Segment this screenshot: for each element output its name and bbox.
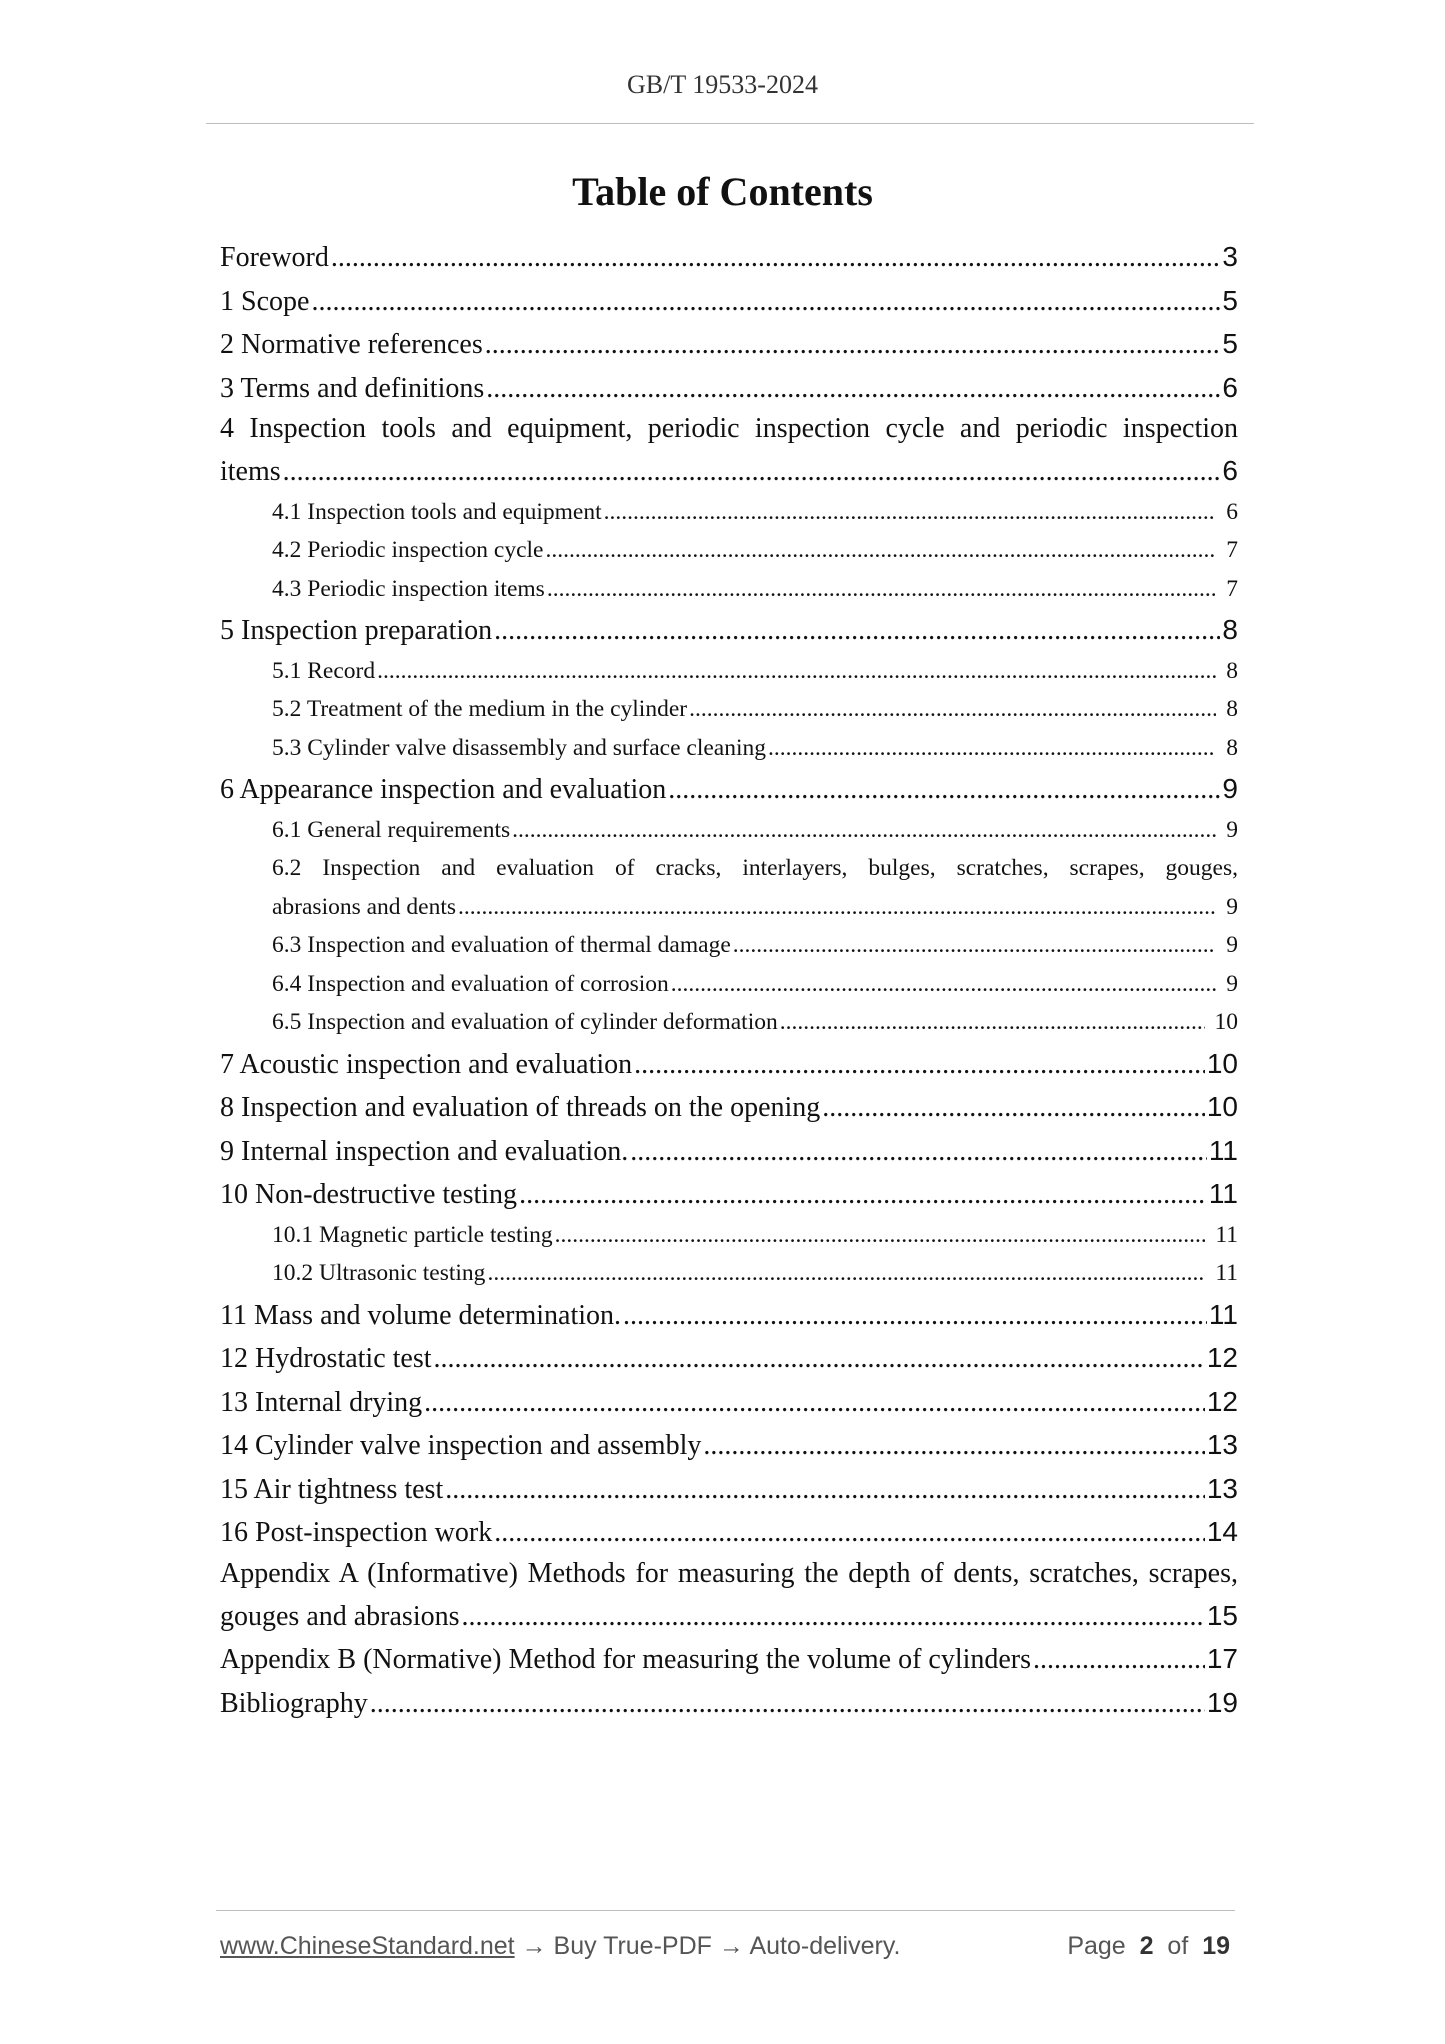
toc-entry[interactable]	[220, 1172, 1238, 1216]
dot-leader	[780, 1003, 1205, 1042]
dot-leader	[689, 690, 1216, 729]
toc-page-number: 17	[1206, 1643, 1238, 1674]
toc-entry-label: items	[220, 456, 281, 487]
page-indicator	[1067, 1932, 1230, 1961]
toc-entry-label: 5 Inspection preparation	[220, 615, 493, 646]
dot-leader	[485, 323, 1221, 367]
dot-leader	[494, 609, 1220, 653]
page-word: Page	[1067, 1932, 1126, 1960]
toc-entry[interactable]	[220, 366, 1238, 410]
dot-leader	[668, 768, 1220, 812]
toc-page-number: 9	[1222, 773, 1238, 804]
toc-entry[interactable]	[220, 1467, 1238, 1511]
header-divider	[206, 123, 1254, 124]
toc-entry[interactable]	[220, 729, 1238, 768]
toc-page-number: 9	[1226, 893, 1238, 920]
toc-entry[interactable]	[220, 926, 1238, 965]
current-page-number: 2	[1139, 1932, 1154, 1960]
dot-leader	[434, 1337, 1205, 1381]
dot-leader	[671, 965, 1216, 1004]
toc-entry[interactable]	[220, 531, 1238, 570]
of-word: of	[1167, 1932, 1189, 1960]
toc-page-number: 11	[1208, 1178, 1238, 1209]
toc-entry-label: 4.1 Inspection tools and equipment	[272, 498, 602, 525]
toc-page-number: 8	[1226, 696, 1238, 722]
toc-page-number: 10	[1206, 1047, 1238, 1079]
toc-entry[interactable]	[220, 1254, 1238, 1293]
toc-entry-label: 10 Non-destructive testing	[220, 1179, 518, 1210]
dot-leader	[822, 1086, 1205, 1130]
toc-page-number: 6	[1222, 371, 1238, 403]
toc-entry-label: 9 Internal inspection and evaluation.	[220, 1135, 629, 1167]
auto-delivery-text: Auto-delivery.	[749, 1932, 901, 1960]
toc-entry[interactable]	[220, 965, 1238, 1004]
toc-entry[interactable]	[220, 493, 1238, 532]
dot-leader	[377, 652, 1216, 691]
toc-page-number: 9	[1226, 816, 1238, 843]
toc-entry-label: 15 Air tightness test	[220, 1473, 444, 1505]
toc-entry-label: 13 Internal drying	[220, 1386, 423, 1418]
toc-entry[interactable]	[220, 1003, 1238, 1042]
toc-entry-label: 3 Terms and definitions	[220, 372, 485, 404]
toc-entry-label-line: Appendix A (Informative) Methods for measuring the depth of dents, scratches, scrapes,	[220, 1557, 1238, 1589]
dot-leader	[311, 280, 1220, 324]
table-of-contents	[220, 235, 1238, 1724]
toc-entry[interactable]	[220, 1681, 1238, 1725]
arrow-icon: →	[521, 1932, 547, 1960]
dot-leader	[458, 888, 1216, 927]
dot-leader	[283, 450, 1221, 494]
toc-entry-label: 2 Normative references	[220, 329, 483, 360]
dot-leader	[545, 531, 1216, 570]
dot-leader	[604, 493, 1217, 532]
toc-entry[interactable]	[220, 1380, 1238, 1424]
dot-leader	[462, 1595, 1205, 1639]
dot-leader	[370, 1682, 1205, 1726]
toc-page-number: 13	[1206, 1472, 1238, 1504]
toc-page-number: 10	[1206, 1091, 1238, 1122]
toc-entry-label: 6.1 General requirements	[272, 816, 511, 843]
toc-page-number: 3	[1222, 241, 1238, 272]
toc-entry-label: 12 Hydrostatic test	[220, 1343, 432, 1374]
dot-leader	[703, 1424, 1204, 1468]
toc-entry-label: 10.2 Ultrasonic testing	[272, 1260, 486, 1286]
toc-entry[interactable]	[220, 1510, 1238, 1554]
dot-leader	[331, 236, 1221, 280]
toc-page-number: 8	[1226, 734, 1238, 761]
toc-entry-label: 4.3 Periodic inspection items	[272, 575, 545, 602]
toc-entry-label: 1 Scope	[220, 285, 310, 317]
toc-entry-label: 5.1 Record	[272, 657, 376, 684]
toc-entry-label: Bibliography	[220, 1687, 368, 1719]
toc-entry-label: 6.3 Inspection and evaluation of thermal damage	[272, 932, 731, 958]
buy-true-pdf-text: Buy True-PDF	[553, 1932, 712, 1960]
toc-entry-label: 7 Acoustic inspection and evaluation	[220, 1048, 633, 1080]
toc-page-number: 11	[1215, 1260, 1238, 1286]
toc-entry-label: 6.4 Inspection and evaluation of corrosion	[272, 970, 669, 997]
toc-entry[interactable]	[220, 1085, 1238, 1129]
toc-page-number: 14	[1206, 1516, 1238, 1547]
toc-page-number: 13	[1206, 1429, 1238, 1460]
toc-entry-label: 5.2 Treatment of the medium in the cylinder	[272, 696, 688, 722]
toc-entry-label: abrasions and dents	[272, 893, 457, 920]
dot-leader	[623, 1294, 1207, 1338]
toc-page-number: 9	[1226, 970, 1238, 997]
toc-entry[interactable]	[220, 1637, 1238, 1681]
toc-entry[interactable]	[220, 570, 1238, 609]
toc-entry-label: Foreword	[220, 242, 329, 273]
toc-entry[interactable]	[220, 1042, 1238, 1086]
toc-entry[interactable]	[220, 279, 1238, 323]
page-title: Table of Contents	[572, 169, 873, 214]
toc-page-number: 12	[1206, 1342, 1238, 1373]
toc-page-number: 6	[1226, 498, 1238, 525]
dot-leader	[630, 1130, 1207, 1174]
toc-entry[interactable]	[220, 652, 1238, 691]
toc-page-number: 7	[1226, 575, 1238, 602]
toc-entry-label: 14 Cylinder valve inspection and assembly	[220, 1430, 702, 1461]
arrow-icon: →	[718, 1932, 744, 1960]
toc-page-number: 15	[1206, 1599, 1238, 1631]
toc-entry-label: gouges and abrasions	[220, 1600, 460, 1632]
website-link[interactable]: www.ChineseStandard.net	[220, 1932, 515, 1960]
footer-promo	[220, 1932, 900, 1961]
toc-page-number: 12	[1206, 1385, 1238, 1417]
toc-entry[interactable]	[220, 235, 1238, 279]
toc-entry-label: 10.1 Magnetic particle testing	[272, 1221, 553, 1248]
dot-leader	[519, 1173, 1207, 1217]
dot-leader	[634, 1043, 1205, 1087]
toc-page-number: 11	[1208, 1134, 1238, 1166]
toc-entry[interactable]	[220, 849, 1238, 926]
toc-entry-label: Appendix B (Normative) Method for measuring the volume of cylinders	[220, 1644, 1032, 1675]
toc-entry-label-line: 6.2 Inspection and evaluation of cracks, interlayers, bulges, scratches, scrapes, gouges,	[272, 855, 1238, 881]
toc-entry[interactable]	[220, 1129, 1238, 1173]
dot-leader	[1033, 1638, 1205, 1682]
document-code-header: GB/T 19533-2024	[627, 70, 818, 99]
toc-page-number: 9	[1226, 932, 1238, 958]
dot-leader	[733, 926, 1217, 965]
total-page-number: 19	[1202, 1932, 1230, 1960]
dot-leader	[555, 1216, 1206, 1255]
toc-entry-label: 4.2 Periodic inspection cycle	[272, 537, 544, 563]
page-footer	[220, 1932, 1230, 1968]
toc-entry-label: 5.3 Cylinder valve disassembly and surface cleaning	[272, 734, 767, 761]
dot-leader	[494, 1511, 1205, 1555]
toc-entry[interactable]	[220, 767, 1238, 811]
footer-divider	[216, 1910, 1235, 1911]
toc-entry-label: 6.5 Inspection and evaluation of cylinder deformation	[272, 1009, 778, 1035]
toc-page-number: 8	[1226, 657, 1238, 684]
toc-entry[interactable]	[220, 1293, 1238, 1337]
toc-entry[interactable]	[220, 690, 1238, 729]
dot-leader	[512, 811, 1216, 850]
toc-page-number: 6	[1222, 455, 1238, 486]
toc-page-number: 11	[1215, 1221, 1238, 1248]
toc-entry[interactable]	[220, 1336, 1238, 1380]
toc-page-number: 5	[1222, 284, 1238, 316]
dot-leader	[487, 1254, 1205, 1293]
toc-page-number: 7	[1226, 537, 1238, 563]
toc-entry[interactable]	[220, 1554, 1238, 1638]
toc-entry[interactable]	[220, 1216, 1238, 1255]
toc-entry-label: 8 Inspection and evaluation of threads on the opening	[220, 1092, 821, 1123]
dot-leader	[547, 570, 1216, 609]
toc-entry-label-line: 4 Inspection tools and equipment, periodic inspection cycle and periodic inspection	[220, 413, 1238, 444]
toc-entry[interactable]	[220, 608, 1238, 652]
toc-page-number: 11	[1208, 1298, 1238, 1330]
toc-entry-label: 6 Appearance inspection and evaluation	[220, 774, 667, 805]
dot-leader	[486, 367, 1220, 411]
toc-entry[interactable]	[220, 1423, 1238, 1467]
dot-leader	[445, 1468, 1205, 1512]
dot-leader	[768, 729, 1216, 768]
dot-leader	[424, 1381, 1205, 1425]
toc-entry-label: 16 Post-inspection work	[220, 1517, 493, 1548]
toc-page-number: 5	[1222, 328, 1238, 359]
toc-page-number: 10	[1214, 1009, 1238, 1035]
toc-entry[interactable]	[220, 811, 1238, 850]
toc-entry[interactable]	[220, 409, 1238, 493]
toc-entry-label: 11 Mass and volume determination.	[220, 1299, 621, 1331]
toc-entry[interactable]	[220, 322, 1238, 366]
toc-page-number: 8	[1222, 614, 1238, 645]
toc-page-number: 19	[1206, 1686, 1238, 1718]
